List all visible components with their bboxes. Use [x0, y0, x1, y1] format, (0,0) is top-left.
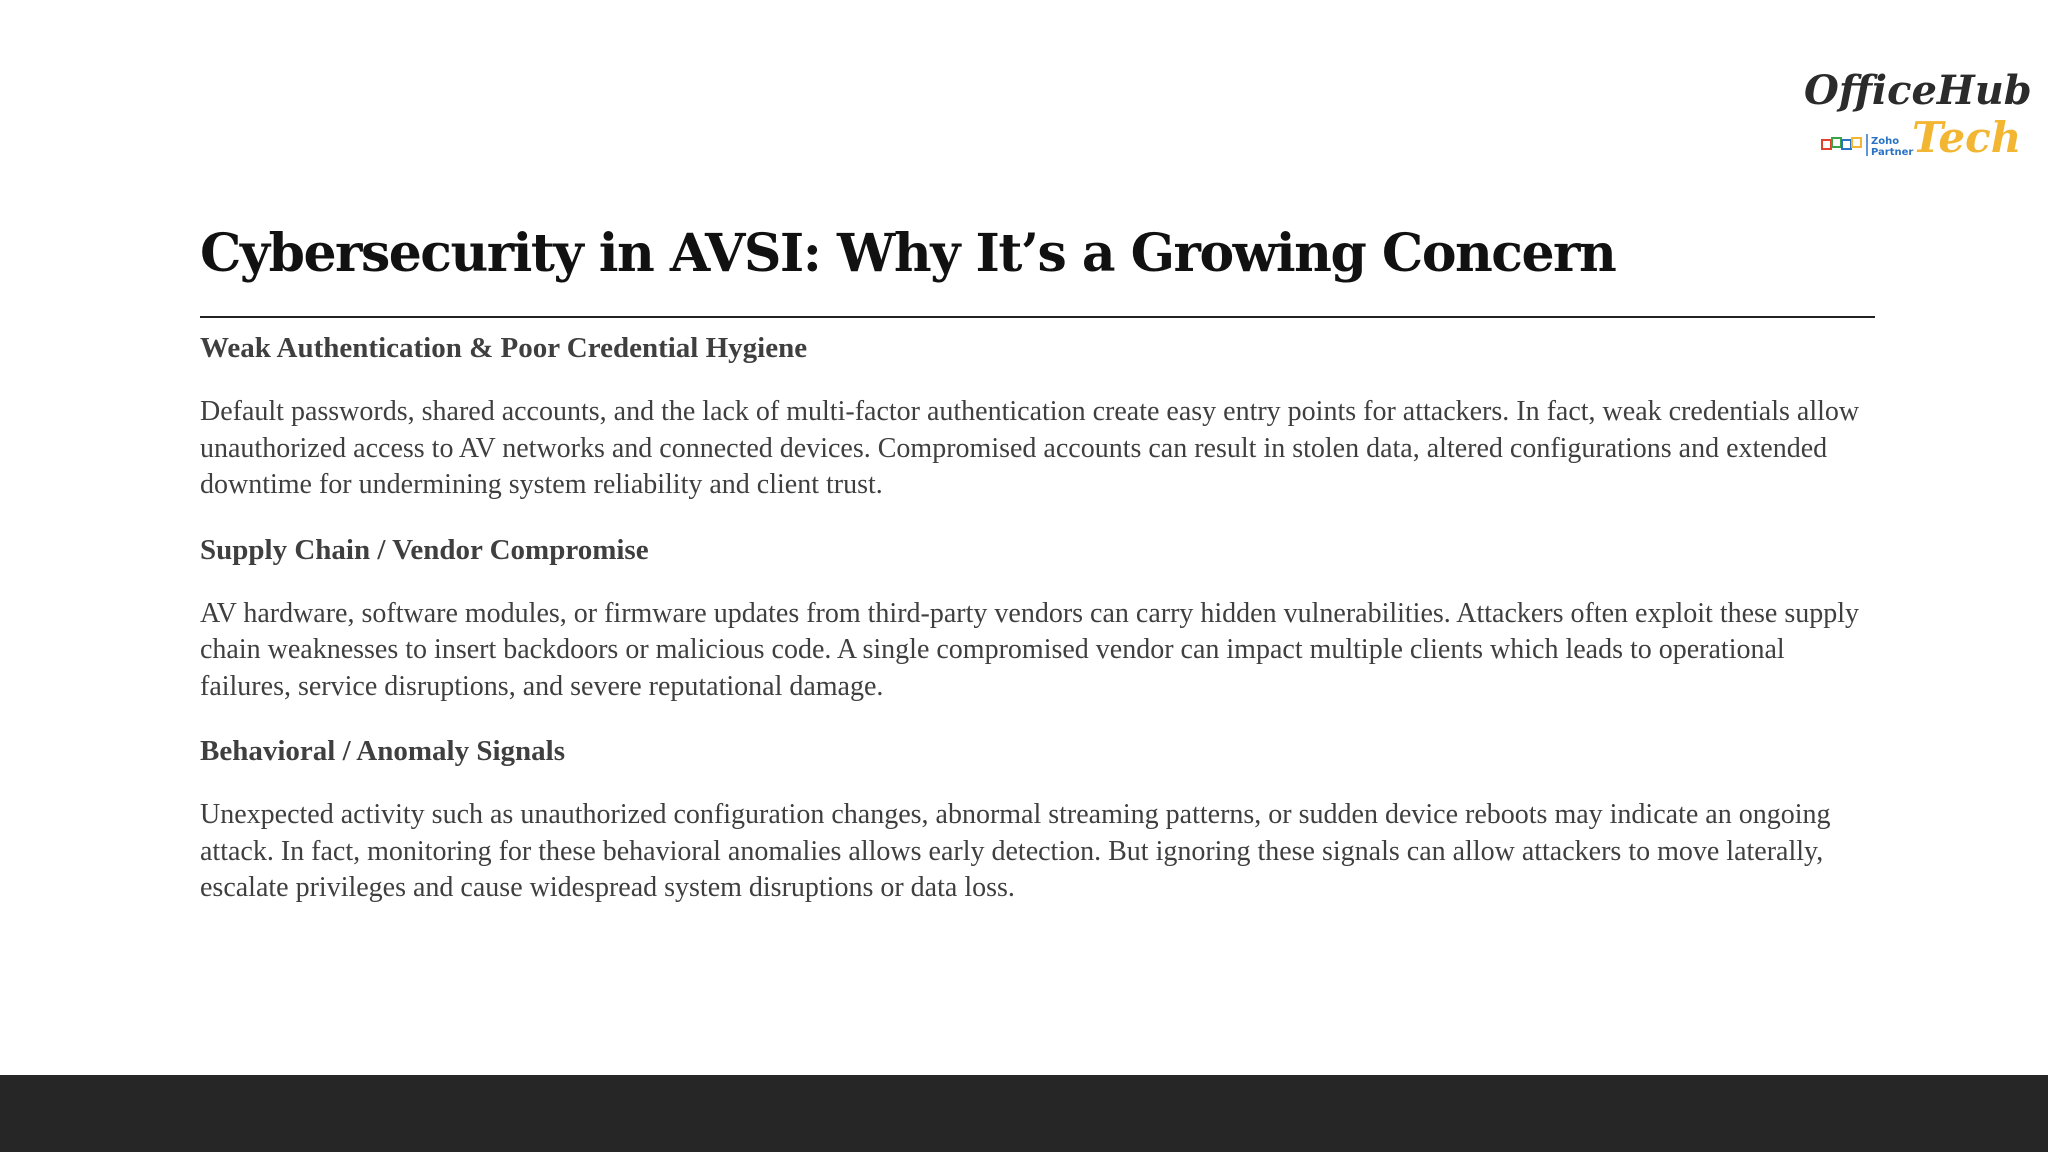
section-body-weak-authentication: Default passwords, shared accounts, and the lack of multi-factor authentication create easy entry points for attackers. In fact, weak credentials allow unauthorized access to AV networks and connected devices. Compromised accounts can result in stolen data, altered configurations and extended downtime for undermining system reliability and client trust.	[200, 396, 1860, 500]
logo-brand-word: OfficeHub	[1804, 67, 2032, 114]
content-body	[200, 330, 1880, 935]
slide-title: Cybersecurity in AVSI: Why It’s a Growing Concern	[200, 223, 1616, 284]
section-heading-supply-chain: Supply Chain / Vendor Compromise	[200, 533, 649, 566]
section-body-behavioral-signals: Unexpected activity such as unauthorized configuration changes, abnormal streaming patterns, or sudden device reboots may indicate an ongoing attack. In fact, monitoring for these behavioral anomalies allows early detection. But ignoring these signals can allow attackers to move laterally, escalate privileges and cause widespread system disruptions or data loss.	[200, 799, 1831, 903]
section-body-supply-chain: AV hardware, software modules, or firmware updates from third-party vendors can carry hidden vulnerabilities. Attackers often exploit these supply chain weaknesses to insert backdoors or malicious code. A single compromised vendor can impact multiple clients which leads to operational failures, service disruptions, and severe reputational damage.	[200, 597, 1860, 702]
title-divider	[200, 316, 1875, 318]
section-heading-weak-authentication: Weak Authentication & Poor Credential Hygiene	[200, 332, 808, 364]
logo-brand-accent: Tech	[1912, 113, 2022, 162]
zoho-mark-icon	[1822, 138, 1861, 149]
footer-bar	[0, 1075, 2048, 1152]
logo-partner-line2: Partner	[1871, 147, 1914, 158]
officehub-tech-logo	[1800, 62, 2032, 172]
logo-partner-line1: Zoho	[1871, 136, 1900, 147]
section-heading-behavioral-signals: Behavioral / Anomaly Signals	[200, 735, 565, 767]
